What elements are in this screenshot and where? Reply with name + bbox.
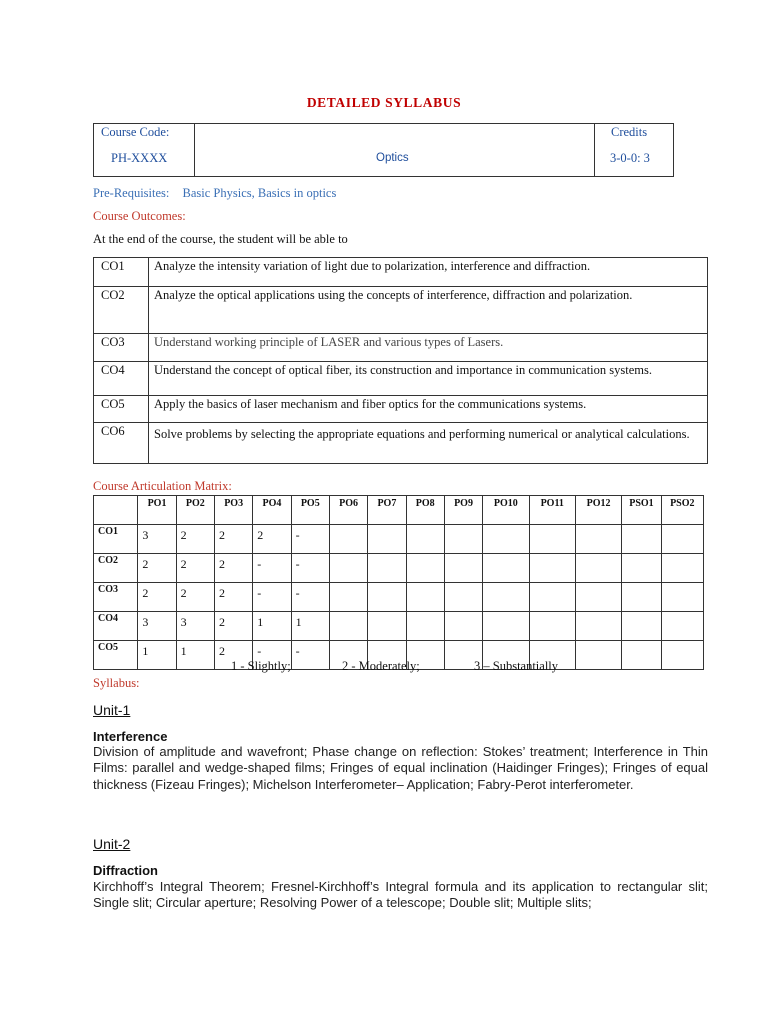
matrix-cell — [661, 612, 703, 641]
matrix-cell — [622, 525, 661, 554]
matrix-cell: - — [253, 583, 291, 612]
matrix-row-header: CO3 — [94, 583, 138, 612]
matrix-cell — [575, 612, 621, 641]
matrix-cell — [483, 525, 529, 554]
matrix-cell: - — [291, 583, 329, 612]
matrix-row-header: CO1 — [94, 525, 138, 554]
outcome-id: CO1 — [94, 258, 149, 287]
outcome-row — [94, 258, 708, 287]
matrix-cell: 2 — [176, 554, 214, 583]
matrix-header-cell: PO9 — [444, 496, 482, 525]
legend-substantially: 3 – Substantially — [474, 659, 559, 673]
course-outcomes-label: Course Outcomes: — [93, 209, 186, 223]
matrix-cell — [483, 583, 529, 612]
matrix-header-cell: PO12 — [575, 496, 621, 525]
matrix-cell: 2 — [214, 612, 252, 641]
matrix-cell — [483, 612, 529, 641]
matrix-cell: 2 — [214, 641, 252, 670]
matrix-cell — [444, 554, 482, 583]
outcome-text: Analyze the optical applications using the concepts of interference, diffraction and polarization. — [149, 287, 708, 334]
matrix-cell — [444, 612, 482, 641]
matrix-cell — [406, 583, 444, 612]
matrix-cell — [368, 612, 406, 641]
outcome-id: CO4 — [94, 362, 149, 396]
matrix-cell — [529, 554, 575, 583]
matrix-cell: 2 — [176, 583, 214, 612]
matrix-cell: 2 — [214, 583, 252, 612]
matrix-row-header: CO4 — [94, 612, 138, 641]
unit-1-topic: Interference — [93, 729, 168, 744]
outcome-id: CO5 — [94, 396, 149, 423]
matrix-header-cell: PO1 — [138, 496, 176, 525]
matrix-header-cell: PSO1 — [622, 496, 661, 525]
matrix-cell — [661, 641, 703, 670]
matrix-header-cell: PSO2 — [661, 496, 703, 525]
course-name: Optics — [376, 152, 409, 164]
outcome-id: CO3 — [94, 334, 149, 362]
matrix-cell: - — [291, 641, 329, 670]
matrix-cell — [406, 525, 444, 554]
matrix-cell — [483, 554, 529, 583]
course-outcomes-intro: At the end of the course, the student will be able to — [93, 232, 348, 246]
matrix-cell: - — [291, 525, 329, 554]
course-code-cell — [94, 124, 195, 176]
prerequisites-label: Pre-Requisites: — [93, 186, 170, 200]
matrix-cell: 1 — [253, 612, 291, 641]
matrix-cell — [529, 525, 575, 554]
articulation-matrix-label: Course Articulation Matrix: — [93, 479, 232, 493]
matrix-cell — [368, 554, 406, 583]
credits-label: Credits — [611, 125, 648, 139]
matrix-row-header: CO5 — [94, 641, 138, 670]
outcome-text: Understand working principle of LASER and various types of Lasers. — [149, 334, 708, 362]
matrix-cell: 2 — [214, 525, 252, 554]
prerequisites-value: Basic Physics, Basics in optics — [182, 186, 337, 200]
matrix-header-cell: PO11 — [529, 496, 575, 525]
prerequisites — [93, 186, 336, 201]
matrix-cell: - — [253, 641, 291, 670]
unit-1-text: Division of amplitude and wavefront; Phase change on reflection: Stokes’ treatment; Interference in Thin Films: parallel and wedge-shaped films; Fringes of equal inclination (Haidinger Fringes); Fringes of equal thickness (Fizeau Fringes); Michelson Interferometer– Application; Fabry-Perot interferometer. — [93, 744, 708, 792]
matrix-cell — [444, 525, 482, 554]
matrix-cell — [575, 641, 621, 670]
matrix-cell — [444, 583, 482, 612]
matrix-cell: - — [253, 554, 291, 583]
outcome-id: CO2 — [94, 287, 149, 334]
matrix-cell — [329, 612, 367, 641]
course-outcomes-table — [93, 257, 708, 464]
matrix-cell — [661, 554, 703, 583]
course-code-value: PH-XXXX — [111, 151, 168, 165]
matrix-header-cell: PO3 — [214, 496, 252, 525]
outcome-row — [94, 362, 708, 396]
legend-moderately: 2 - Moderately; — [342, 659, 420, 673]
outcome-text: Understand the concept of optical fiber, its construction and importance in communication systems. — [149, 362, 708, 396]
matrix-cell — [575, 525, 621, 554]
matrix-cell: 2 — [176, 525, 214, 554]
outcome-id: CO6 — [94, 423, 149, 464]
unit-2-text: Kirchhoff’s Integral Theorem; Fresnel-Kirchhoff’s Integral formula and its application to rectangular slit; Single slit; Circular aperture; Resolving Power of a telescope; Double slit; Multiple slits; — [93, 879, 708, 911]
matrix-row — [94, 612, 704, 641]
matrix-cell — [622, 554, 661, 583]
matrix-header-cell — [94, 496, 138, 525]
outcome-text: Solve problems by selecting the appropriate equations and performing numerical or analytical calculations. — [149, 423, 708, 464]
matrix-cell: 3 — [176, 612, 214, 641]
outcome-text: Apply the basics of laser mechanism and fiber optics for the communications systems. — [149, 396, 708, 423]
matrix-cell: 2 — [253, 525, 291, 554]
matrix-cell — [622, 641, 661, 670]
matrix-cell: 2 — [138, 583, 176, 612]
legend-slightly: 1 - Slightly; — [231, 659, 291, 673]
matrix-body — [94, 525, 704, 670]
matrix-cell: - — [291, 554, 329, 583]
matrix-cell — [368, 525, 406, 554]
outcome-row — [94, 423, 708, 464]
matrix-cell: 1 — [291, 612, 329, 641]
matrix-cell: 1 — [138, 641, 176, 670]
matrix-cell — [622, 612, 661, 641]
matrix-cell — [575, 583, 621, 612]
page-title: DETAILED SYLLABUS — [306, 95, 462, 110]
course-header-box — [93, 123, 674, 177]
matrix-cell — [329, 583, 367, 612]
matrix-row-header: CO2 — [94, 554, 138, 583]
course-code-label: Course Code: — [101, 125, 170, 139]
unit-2-topic: Diffraction — [93, 863, 158, 878]
matrix-cell — [575, 554, 621, 583]
matrix-cell — [622, 583, 661, 612]
matrix-cell: 2 — [214, 554, 252, 583]
matrix-cell: 1 — [176, 641, 214, 670]
credits-cell — [594, 124, 673, 176]
matrix-cell: 3 — [138, 525, 176, 554]
matrix-cell — [406, 554, 444, 583]
outcome-row — [94, 396, 708, 423]
matrix-header-cell: PO10 — [483, 496, 529, 525]
matrix-row — [94, 554, 704, 583]
matrix-cell — [368, 583, 406, 612]
outcome-row — [94, 287, 708, 334]
unit-1-title: Unit-1 — [93, 702, 131, 718]
matrix-header-row — [94, 496, 704, 525]
matrix-header-cell: PO7 — [368, 496, 406, 525]
credits-value: 3-0-0: 3 — [610, 151, 650, 165]
matrix-cell — [529, 583, 575, 612]
outcome-row — [94, 334, 708, 362]
matrix-cell — [661, 525, 703, 554]
matrix-cell: 3 — [138, 612, 176, 641]
matrix-cell — [329, 554, 367, 583]
matrix-header-cell: PO6 — [329, 496, 367, 525]
unit-2-title: Unit-2 — [93, 836, 131, 852]
matrix-cell: 2 — [138, 554, 176, 583]
matrix-header-cell: PO5 — [291, 496, 329, 525]
matrix-header-cell: PO2 — [176, 496, 214, 525]
matrix-cell — [329, 525, 367, 554]
articulation-matrix-table — [93, 495, 704, 670]
matrix-cell — [406, 612, 444, 641]
matrix-header-cell: PO4 — [253, 496, 291, 525]
matrix-row — [94, 583, 704, 612]
matrix-header-cell: PO8 — [406, 496, 444, 525]
matrix-cell — [661, 583, 703, 612]
matrix-row — [94, 525, 704, 554]
matrix-cell — [529, 612, 575, 641]
outcome-text: Analyze the intensity variation of light due to polarization, interference and diffraction. — [149, 258, 708, 287]
syllabus-label: Syllabus: — [93, 676, 140, 690]
